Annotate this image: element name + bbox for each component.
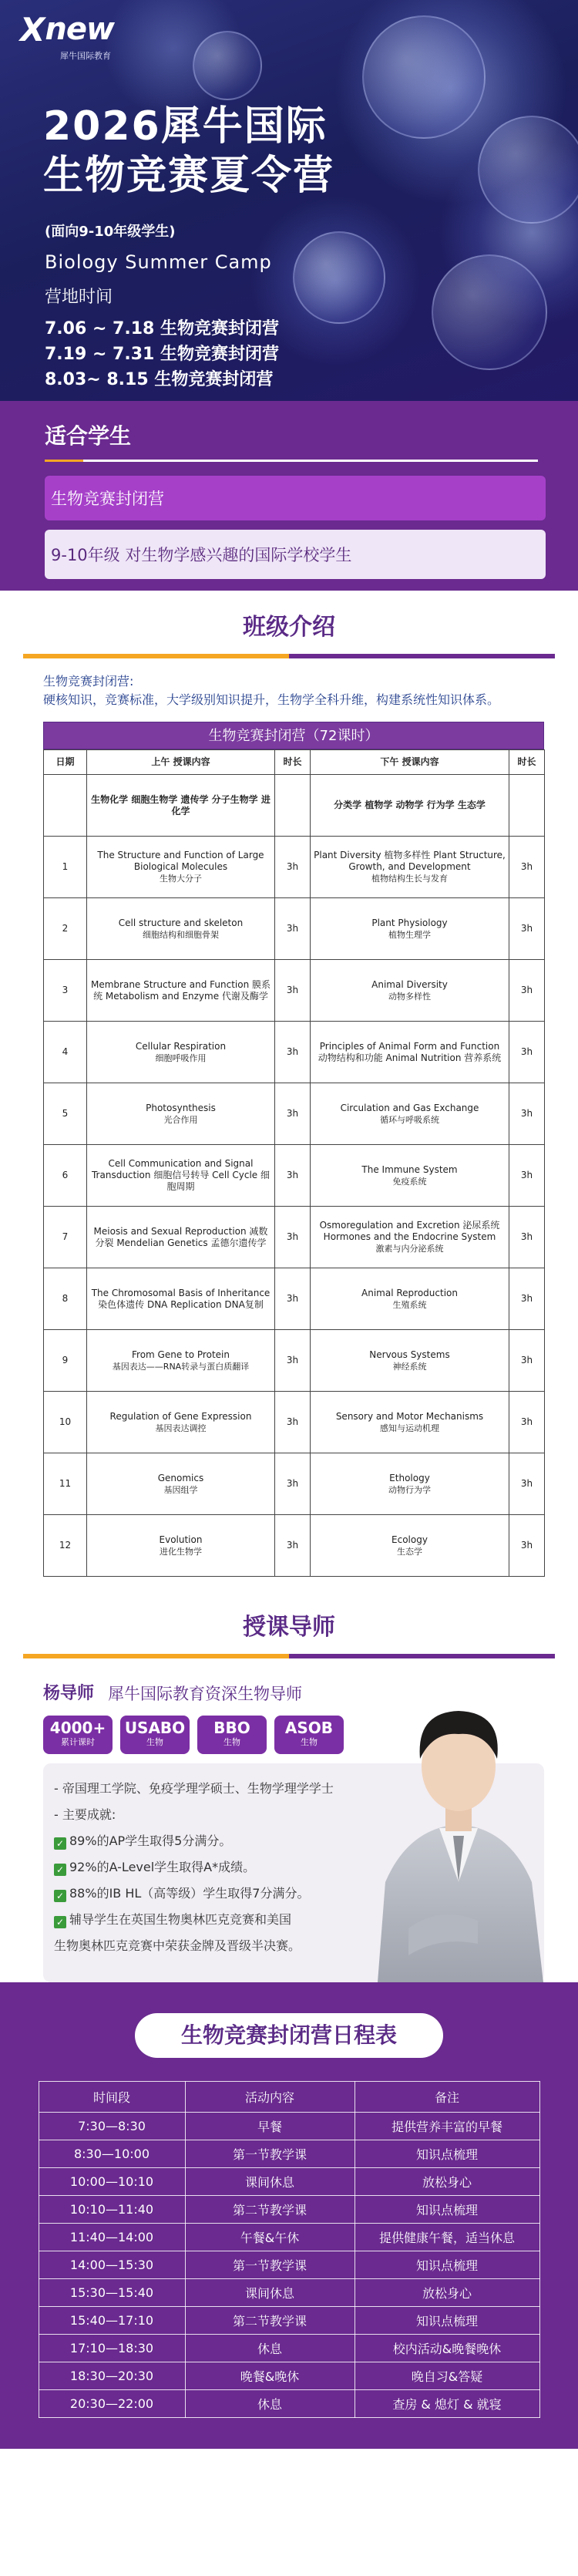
schedule-activity: 午餐&午休 xyxy=(185,2224,355,2251)
schedule-note: 知识点梳理 xyxy=(355,2251,539,2279)
course-pm: Osmoregulation and Excretion 泌尿系统 Hormones and the Endocrine System 激素与内分泌系统 xyxy=(311,1207,509,1268)
schedule-activity: 休息 xyxy=(185,2390,355,2418)
course-pm-hours: 3h xyxy=(509,1392,545,1453)
course-row xyxy=(44,1453,545,1515)
schedule-header-activity: 活动内容 xyxy=(185,2082,355,2113)
course-am-hours: 3h xyxy=(275,1145,311,1207)
course-am-hours: 3h xyxy=(275,960,311,1022)
achievement-4-cont: 生物奥林匹克竞赛中荣获金牌及晋级半决赛。 xyxy=(54,1938,301,1953)
check-icon: ✓ xyxy=(54,1864,66,1876)
schedule-time: 7:30—8:30 xyxy=(39,2113,185,2140)
class-intro-text xyxy=(43,672,552,709)
cell-decoration xyxy=(193,31,262,100)
bio-achievements-label: - 主要成就: xyxy=(54,1807,116,1822)
achievement-4: ✓ 辅导学生在英国生物奥林匹克竞赛和美国 xyxy=(54,1907,378,1933)
intro-line-2: 硬核知识，竞赛标准，大学级别知识提升，生物学全科升维，构建系统性知识体系。 xyxy=(43,692,500,707)
subjects-row xyxy=(44,775,545,837)
schedule-time: 15:30—15:40 xyxy=(39,2279,185,2307)
schedule-time: 10:10—11:40 xyxy=(39,2196,185,2224)
course-pm: Sensory and Motor Mechanisms 感知与运动机理 xyxy=(311,1392,509,1453)
schedule-row xyxy=(39,2251,539,2279)
badge-usabo: USABO 生物 xyxy=(120,1716,190,1754)
course-am-hours: 3h xyxy=(275,1392,311,1453)
course-am: The Structure and Function of Large Biological Molecules 生物大分子 xyxy=(87,837,275,898)
course-row xyxy=(44,837,545,898)
schedule-activity: 课间休息 xyxy=(185,2168,355,2196)
course-pm: Animal Reproduction 生殖系统 xyxy=(311,1268,509,1330)
check-icon: ✓ xyxy=(54,1837,66,1850)
course-pm-hours: 3h xyxy=(509,1515,545,1577)
check-icon: ✓ xyxy=(54,1890,66,1902)
teacher-section xyxy=(0,1577,578,1982)
course-am: Meiosis and Sexual Reproduction 减数分裂 Mendelian Genetics 孟德尔遗传学 xyxy=(87,1207,275,1268)
course-am-hours: 3h xyxy=(275,1453,311,1515)
course-pm-hours: 3h xyxy=(509,1207,545,1268)
suitable-item-camp: 生物竞赛封闭营 xyxy=(45,476,546,520)
header-date: 日期 xyxy=(44,750,87,775)
schedule-table xyxy=(39,2081,540,2418)
schedule-time: 10:00—10:10 xyxy=(39,2168,185,2196)
teacher-bio xyxy=(54,1776,378,1959)
course-am-hours: 3h xyxy=(275,1330,311,1392)
teacher-card xyxy=(0,1658,578,1982)
course-am-hours: 3h xyxy=(275,1268,311,1330)
course-day: 3 xyxy=(44,960,87,1022)
course-am: Evolution 进化生物学 xyxy=(87,1515,275,1577)
hero-title-line2: 生物竞赛夏令营 xyxy=(43,153,335,199)
course-pm: Principles of Animal Form and Function 动物结构和功能 Animal Nutrition 营养系统 xyxy=(311,1022,509,1083)
schedule-activity: 第二节教学课 xyxy=(185,2196,355,2224)
course-pm: Plant Diversity 植物多样性 Plant Structure, Growth, and Development 植物结构生长与发育 xyxy=(311,837,509,898)
course-row xyxy=(44,1207,545,1268)
header-pm: 下午 授课内容 xyxy=(311,750,509,775)
cell-decoration xyxy=(362,15,486,139)
course-pm-hours: 3h xyxy=(509,960,545,1022)
schedule-note: 提供健康午餐，适当休息 xyxy=(355,2224,539,2251)
hero-english-title: Biology Summer Camp xyxy=(45,251,272,273)
logo-subtitle: 犀牛国际教育 xyxy=(60,51,111,61)
schedule-note: 放松身心 xyxy=(355,2279,539,2307)
teacher-role: 犀牛国际教育资深生物导师 xyxy=(108,1685,302,1703)
course-row xyxy=(44,898,545,960)
course-day: 10 xyxy=(44,1392,87,1453)
schedule-note: 知识点梳理 xyxy=(355,2307,539,2335)
schedule-note: 放松身心 xyxy=(355,2168,539,2196)
course-row xyxy=(44,1268,545,1330)
schedule-row xyxy=(39,2279,539,2307)
schedule-activity: 第一节教学课 xyxy=(185,2140,355,2168)
course-day: 11 xyxy=(44,1453,87,1515)
course-day: 1 xyxy=(44,837,87,898)
schedule-title: 生物竞赛封闭营日程表 xyxy=(135,2013,443,2058)
schedule-row xyxy=(39,2168,539,2196)
course-pm: The Immune System 免疫系统 xyxy=(311,1145,509,1207)
schedule-row xyxy=(39,2307,539,2335)
course-pm-hours: 3h xyxy=(509,1330,545,1392)
schedule-time: 8:30—10:00 xyxy=(39,2140,185,2168)
schedule-row xyxy=(39,2335,539,2362)
hero-subtitle: (面向9-10年级学生) xyxy=(45,224,176,240)
course-table xyxy=(43,749,545,1577)
course-row xyxy=(44,1392,545,1453)
course-am-hours: 3h xyxy=(275,1207,311,1268)
achievement-1: ✓ 89%的AP学生取得5分满分。 xyxy=(54,1828,378,1854)
course-row xyxy=(44,1022,545,1083)
schedule-header-time: 时间段 xyxy=(39,2082,185,2113)
header-pm-hours: 时长 xyxy=(509,750,545,775)
schedule-row xyxy=(39,2140,539,2168)
course-row xyxy=(44,1515,545,1577)
schedule-activity: 第二节教学课 xyxy=(185,2307,355,2335)
course-am-hours: 3h xyxy=(275,1022,311,1083)
schedule-activity: 晚餐&晚休 xyxy=(185,2362,355,2390)
teacher-portrait-icon xyxy=(362,1651,555,1982)
schedule-row xyxy=(39,2390,539,2418)
course-pm-hours: 3h xyxy=(509,837,545,898)
schedule-time: 15:40—17:10 xyxy=(39,2307,185,2335)
schedule-activity: 早餐 xyxy=(185,2113,355,2140)
course-day: 4 xyxy=(44,1022,87,1083)
course-table-title: 生物竞赛封闭营（72课时） xyxy=(43,722,544,749)
check-icon: ✓ xyxy=(54,1916,66,1928)
course-day: 5 xyxy=(44,1083,87,1145)
suitable-divider xyxy=(45,460,538,462)
course-day: 6 xyxy=(44,1145,87,1207)
camp-dates xyxy=(45,316,279,392)
teacher-badges xyxy=(43,1716,344,1754)
pm-subjects: 分类学 植物学 动物学 行为学 生态学 xyxy=(311,775,509,837)
schedule-note: 校内活动&晚餐晚休 xyxy=(355,2335,539,2362)
camp-time-label: 营地时间 xyxy=(45,288,113,307)
suitable-item-grade: 9-10年级 对生物学感兴趣的国际学校学生 xyxy=(45,530,546,579)
course-pm: Ecology 生态学 xyxy=(311,1515,509,1577)
schedule-row xyxy=(39,2224,539,2251)
schedule-time: 18:30—20:30 xyxy=(39,2362,185,2390)
schedule-time: 11:40—14:00 xyxy=(39,2224,185,2251)
class-intro-title: 班级介绍 xyxy=(243,614,335,641)
teacher-section-title: 授课导师 xyxy=(243,1614,335,1641)
suitable-heading: 适合学生 xyxy=(45,423,132,449)
course-pm: Animal Diversity 动物多样性 xyxy=(311,960,509,1022)
course-pm-hours: 3h xyxy=(509,1268,545,1330)
schedule-time: 20:30—22:00 xyxy=(39,2390,185,2418)
teacher-name: 杨导师 xyxy=(43,1684,95,1703)
achievement-3: ✓ 88%的IB HL（高等级）学生取得7分满分。 xyxy=(54,1881,378,1907)
course-am: Genomics 基因组学 xyxy=(87,1453,275,1515)
logo-wordmark: new xyxy=(45,12,114,47)
schedule-time: 17:10—18:30 xyxy=(39,2335,185,2362)
course-day: 7 xyxy=(44,1207,87,1268)
course-table-wrap xyxy=(43,722,544,1577)
course-am: Photosynthesis 光合作用 xyxy=(87,1083,275,1145)
course-pm-hours: 3h xyxy=(509,1453,545,1515)
schedule-note: 晚自习&答疑 xyxy=(355,2362,539,2390)
course-am-hours: 3h xyxy=(275,837,311,898)
schedule-header-note: 备注 xyxy=(355,2082,539,2113)
course-am: Cellular Respiration 细胞呼吸作用 xyxy=(87,1022,275,1083)
course-am: The Chromosomal Basis of Inheritance 染色体遗传 DNA Replication DNA复制 xyxy=(87,1268,275,1330)
cell-decoration xyxy=(432,254,547,370)
course-row xyxy=(44,960,545,1022)
logo-x-mark: X xyxy=(20,11,45,49)
course-row xyxy=(44,1145,545,1207)
badge-bbo: BBO 生物 xyxy=(197,1716,267,1754)
schedule-time: 14:00—15:30 xyxy=(39,2251,185,2279)
hero-title xyxy=(43,102,334,200)
course-pm: Circulation and Gas Exchange 循环与呼吸系统 xyxy=(311,1083,509,1145)
camp-date-1: 7.06 ~ 7.18 生物竞赛封闭营 xyxy=(45,319,279,338)
course-pm-hours: 3h xyxy=(509,898,545,960)
suitable-students-section xyxy=(0,401,578,591)
schedule-activity: 第一节教学课 xyxy=(185,2251,355,2279)
achievement-2: ✓ 92%的A-Level学生取得A*成绩。 xyxy=(54,1854,378,1881)
hero-title-line1: 2026犀牛国际 xyxy=(43,103,328,150)
course-pm-hours: 3h xyxy=(509,1083,545,1145)
schedule-note: 查房 & 熄灯 & 就寝 xyxy=(355,2390,539,2418)
brand-logo[interactable] xyxy=(20,11,114,61)
bio-education: - 帝国理工学院、免疫学理学硕士、生物学理学学士 xyxy=(54,1781,334,1796)
course-am: Cell Communication and Signal Transduction 细胞信号转导 Cell Cycle 细胞周期 xyxy=(87,1145,275,1207)
intro-line-1: 生物竞赛封闭营: xyxy=(43,674,134,689)
schedule-section xyxy=(0,1982,578,2449)
schedule-note: 提供营养丰富的早餐 xyxy=(355,2113,539,2140)
schedule-note: 知识点梳理 xyxy=(355,2140,539,2168)
schedule-activity: 课间休息 xyxy=(185,2279,355,2307)
camp-date-3: 8.03~ 8.15 生物竞赛封闭营 xyxy=(45,370,274,389)
course-pm-hours: 3h xyxy=(509,1145,545,1207)
course-am-hours: 3h xyxy=(275,1083,311,1145)
badge-asob: ASOB 生物 xyxy=(274,1716,344,1754)
cell-decoration xyxy=(478,116,578,224)
course-am: Cell structure and skeleton 细胞结构和细胞骨架 xyxy=(87,898,275,960)
camp-date-2: 7.19 ~ 7.31 生物竞赛封闭营 xyxy=(45,345,279,364)
cell-decoration xyxy=(293,231,385,324)
schedule-activity: 休息 xyxy=(185,2335,355,2362)
course-am: From Gene to Protein 基因表达——RNA转录与蛋白质翻译 xyxy=(87,1330,275,1392)
course-day: 9 xyxy=(44,1330,87,1392)
course-day: 2 xyxy=(44,898,87,960)
schedule-note: 知识点梳理 xyxy=(355,2196,539,2224)
badge-hours: 4000+ 累计课时 xyxy=(43,1716,113,1754)
class-intro-section xyxy=(0,591,578,1577)
header-am: 上午 授课内容 xyxy=(87,750,275,775)
course-am-hours: 3h xyxy=(275,898,311,960)
course-day: 8 xyxy=(44,1268,87,1330)
course-day: 12 xyxy=(44,1515,87,1577)
hero-banner xyxy=(0,0,578,401)
schedule-row xyxy=(39,2196,539,2224)
course-am: Membrane Structure and Function 膜系统 Metabolism and Enzyme 代谢及酶学 xyxy=(87,960,275,1022)
course-pm: Nervous Systems 神经系统 xyxy=(311,1330,509,1392)
schedule-row xyxy=(39,2362,539,2390)
schedule-row xyxy=(39,2113,539,2140)
am-subjects: 生物化学 细胞生物学 遗传学 分子生物学 进化学 xyxy=(87,775,275,837)
course-row xyxy=(44,1083,545,1145)
header-am-hours: 时长 xyxy=(275,750,311,775)
course-pm: Plant Physiology 植物生理学 xyxy=(311,898,509,960)
course-row xyxy=(44,1330,545,1392)
course-am: Regulation of Gene Expression 基因表达调控 xyxy=(87,1392,275,1453)
course-pm: Ethology 动物行为学 xyxy=(311,1453,509,1515)
course-pm-hours: 3h xyxy=(509,1022,545,1083)
title-divider xyxy=(23,654,555,658)
course-am-hours: 3h xyxy=(275,1515,311,1577)
